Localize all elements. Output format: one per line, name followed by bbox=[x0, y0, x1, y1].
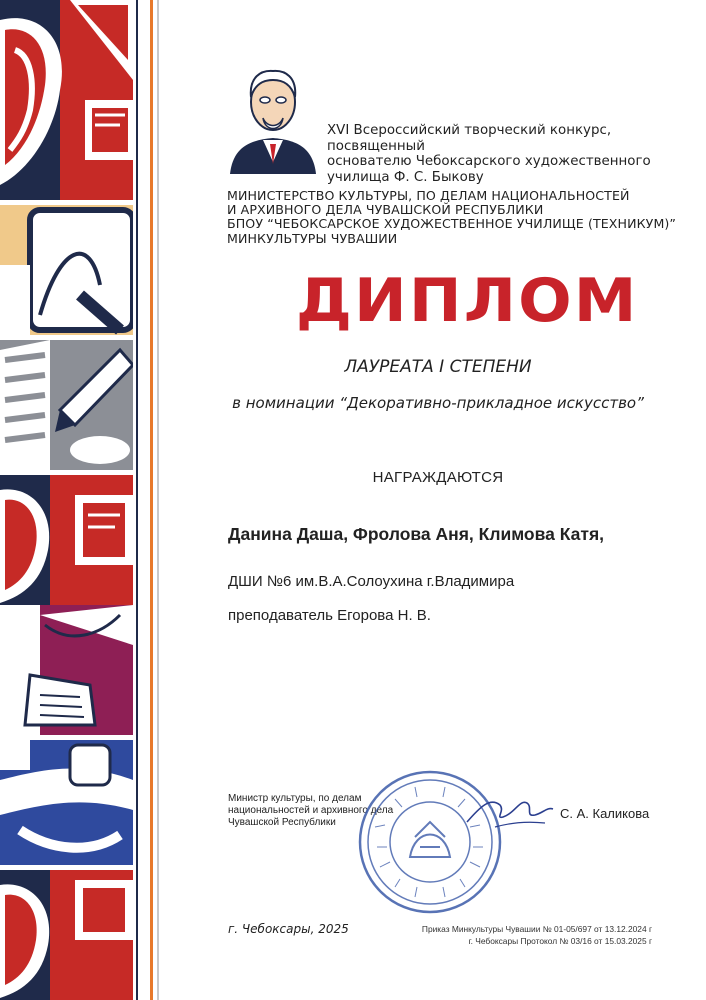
awarded-heading: НАГРАЖДАЮТСЯ bbox=[372, 469, 504, 486]
order-line-1: Приказ Минкультуры Чувашии № 01-05/697 от 13.12.2024 г bbox=[421, 924, 652, 934]
minister-line-1: Министр культуры, по делам bbox=[228, 793, 362, 804]
strip-panel-paint-tube bbox=[0, 740, 133, 865]
ministry-line-2: И АРХИВНОГО ДЕЛА ЧУВАШСКОЙ РЕСПУБЛИКИ bbox=[227, 202, 544, 218]
strip-panel-vase-3 bbox=[0, 870, 133, 1000]
decorative-strip bbox=[0, 0, 140, 1000]
ministry-line-1: МИНИСТЕРСТВО КУЛЬТУРЫ, ПО ДЕЛАМ НАЦИОНАЛЬНОСТЕЙ bbox=[227, 188, 630, 203]
stripe-orange-outer bbox=[150, 0, 153, 1000]
ministry-line-3: БПОУ “ЧЕБОКСАРСКОЕ ХУДОЖЕСТВЕННОЕ УЧИЛИЩЕ (ТЕХНИКУМ)” bbox=[227, 216, 677, 232]
signature bbox=[465, 787, 555, 832]
ministry-header bbox=[227, 189, 677, 246]
order-reference bbox=[420, 924, 652, 947]
minister-line-2: национальностей и архивного дела bbox=[228, 805, 394, 816]
minister-line-3: Чувашской Республики bbox=[228, 817, 336, 828]
contest-title bbox=[327, 123, 677, 185]
ministry-line-4: МИНКУЛЬТУРЫ ЧУВАШИИ bbox=[227, 230, 398, 246]
laureate-degree: ЛАУРЕАТА I СТЕПЕНИ bbox=[344, 357, 532, 377]
city-year: г. Чебоксары, 2025 bbox=[228, 922, 349, 936]
school-name: ДШИ №6 им.В.А.Солоухина г.Владимира bbox=[228, 573, 515, 590]
diploma-title-wrap bbox=[0, 266, 706, 336]
recipient-names: Данина Даша, Фролова Аня, Климова Катя, bbox=[228, 524, 605, 544]
teacher-name: преподаватель Егорова Н. В. bbox=[228, 607, 431, 624]
stripe-navy bbox=[136, 0, 138, 1000]
founder-portrait bbox=[225, 62, 321, 174]
signer-name: С. А. Каликова bbox=[560, 806, 650, 821]
nomination: в номинации “Декоративно-прикладное искусство” bbox=[232, 394, 644, 412]
strip-panel-pencil bbox=[0, 340, 133, 470]
strip-panel-vase bbox=[0, 0, 133, 200]
stripe-gray-outer bbox=[157, 0, 159, 1000]
strip-panel-sewing bbox=[0, 605, 133, 735]
diploma-title: ДИПЛОМ bbox=[295, 266, 639, 336]
strip-panel-vase-2 bbox=[0, 475, 133, 605]
order-line-2: г. Чебоксары Протокол № 03/16 от 15.03.2025 г bbox=[468, 935, 652, 946]
contest-line-1: XVI Всероссийский творческий конкурс, посвященный bbox=[327, 123, 612, 154]
contest-line-3: училища Ф. С. Быкову bbox=[327, 169, 484, 185]
contest-line-2: основателю Чебоксарского художественного bbox=[327, 154, 651, 169]
